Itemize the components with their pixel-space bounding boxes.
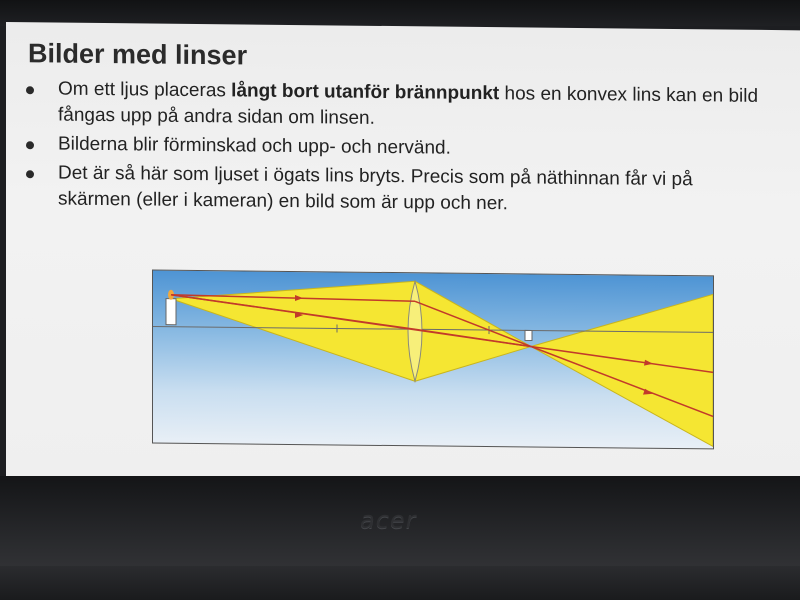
- bullet-text: Bilderna blir förminskad och upp- och nervänd.: [58, 133, 451, 159]
- bullet-dot-icon: [26, 86, 34, 94]
- incident-light-cone: [171, 279, 415, 382]
- bullet-text: hos en konvex lins kan en bild fångas upp på andra sidan om linsen.: [58, 83, 759, 129]
- bullet-list: [20, 76, 760, 223]
- brand-logo: acer: [360, 506, 417, 534]
- lens-diagram-svg: [153, 271, 713, 449]
- bullet-bold-text: långt bort utanför brännpunkt: [231, 80, 500, 105]
- diverging-light-cone: [531, 292, 713, 446]
- image-candle-icon: [525, 330, 532, 340]
- slide-title: Bilder med linser: [28, 38, 248, 71]
- keyboard-edge: [0, 566, 800, 600]
- bullet-item: [20, 131, 760, 165]
- lens-diagram: [152, 270, 714, 450]
- bullet-dot-icon: [26, 141, 34, 149]
- bullet-text: Det är så här som ljuset i ögats lins bryts. Precis som på näthinnan får vi på skärmen (eller i kameran) en bild som är upp och ner.: [58, 162, 693, 215]
- presentation-slide: [6, 22, 800, 485]
- bullet-item: [20, 160, 760, 220]
- bullet-dot-icon: [26, 170, 34, 178]
- bullet-item: [20, 76, 760, 136]
- bullet-text: Om ett ljus placeras: [58, 78, 232, 102]
- monitor-bezel-top: [0, 0, 800, 26]
- candle-icon: [166, 299, 176, 325]
